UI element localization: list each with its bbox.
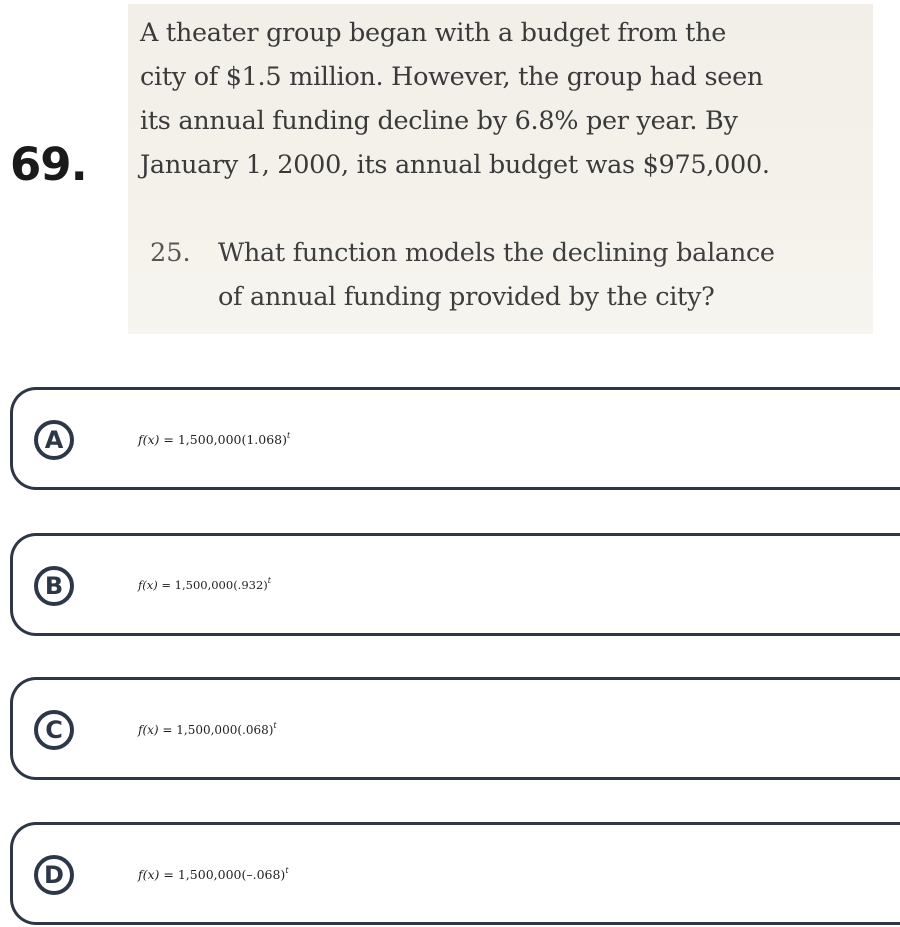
choice-a[interactable] [10,387,900,490]
formula-exponent: t [287,431,291,440]
passage-line: city of $1.5 million. However, the group had seen [140,62,763,92]
question-number: 69. [10,138,87,191]
prompt-line: What function models the declining balance [218,238,775,268]
formula-function: f(x) [138,432,160,447]
choice-a-letter-badge: A [34,420,74,460]
formula-exponent: t [273,721,277,730]
sub-question-number: 25. [150,238,191,268]
choice-d[interactable] [10,822,900,925]
choice-d-letter-badge: D [34,855,74,895]
formula-expression: = 1,500,000(1.068) [159,432,288,447]
choice-c-formula [138,721,277,737]
passage-line: January 1, 2000, its annual budget was $975,000. [140,150,770,180]
passage-line: A theater group began with a budget from the [140,18,727,48]
prompt-line: of annual funding provided by the city? [218,282,715,312]
choice-c[interactable] [10,677,900,780]
choice-d-formula [138,866,289,882]
choice-b-letter-badge: B [34,566,74,606]
formula-function: f(x) [138,723,159,737]
formula-expression: = 1,500,000(.068) [158,723,274,737]
formula-function: f(x) [138,867,160,882]
choice-b[interactable] [10,533,900,636]
formula-function: f(x) [138,578,158,592]
choice-b-formula [138,576,271,592]
formula-expression: = 1,500,000(–.068) [159,867,286,882]
formula-exponent: t [267,576,271,585]
formula-expression: = 1,500,000(.932) [157,578,268,592]
formula-exponent: t [285,866,289,875]
choice-a-formula [138,431,290,447]
choice-c-letter-badge: C [34,710,74,750]
passage-line: its annual funding decline by 6.8% per year. By [140,106,738,136]
